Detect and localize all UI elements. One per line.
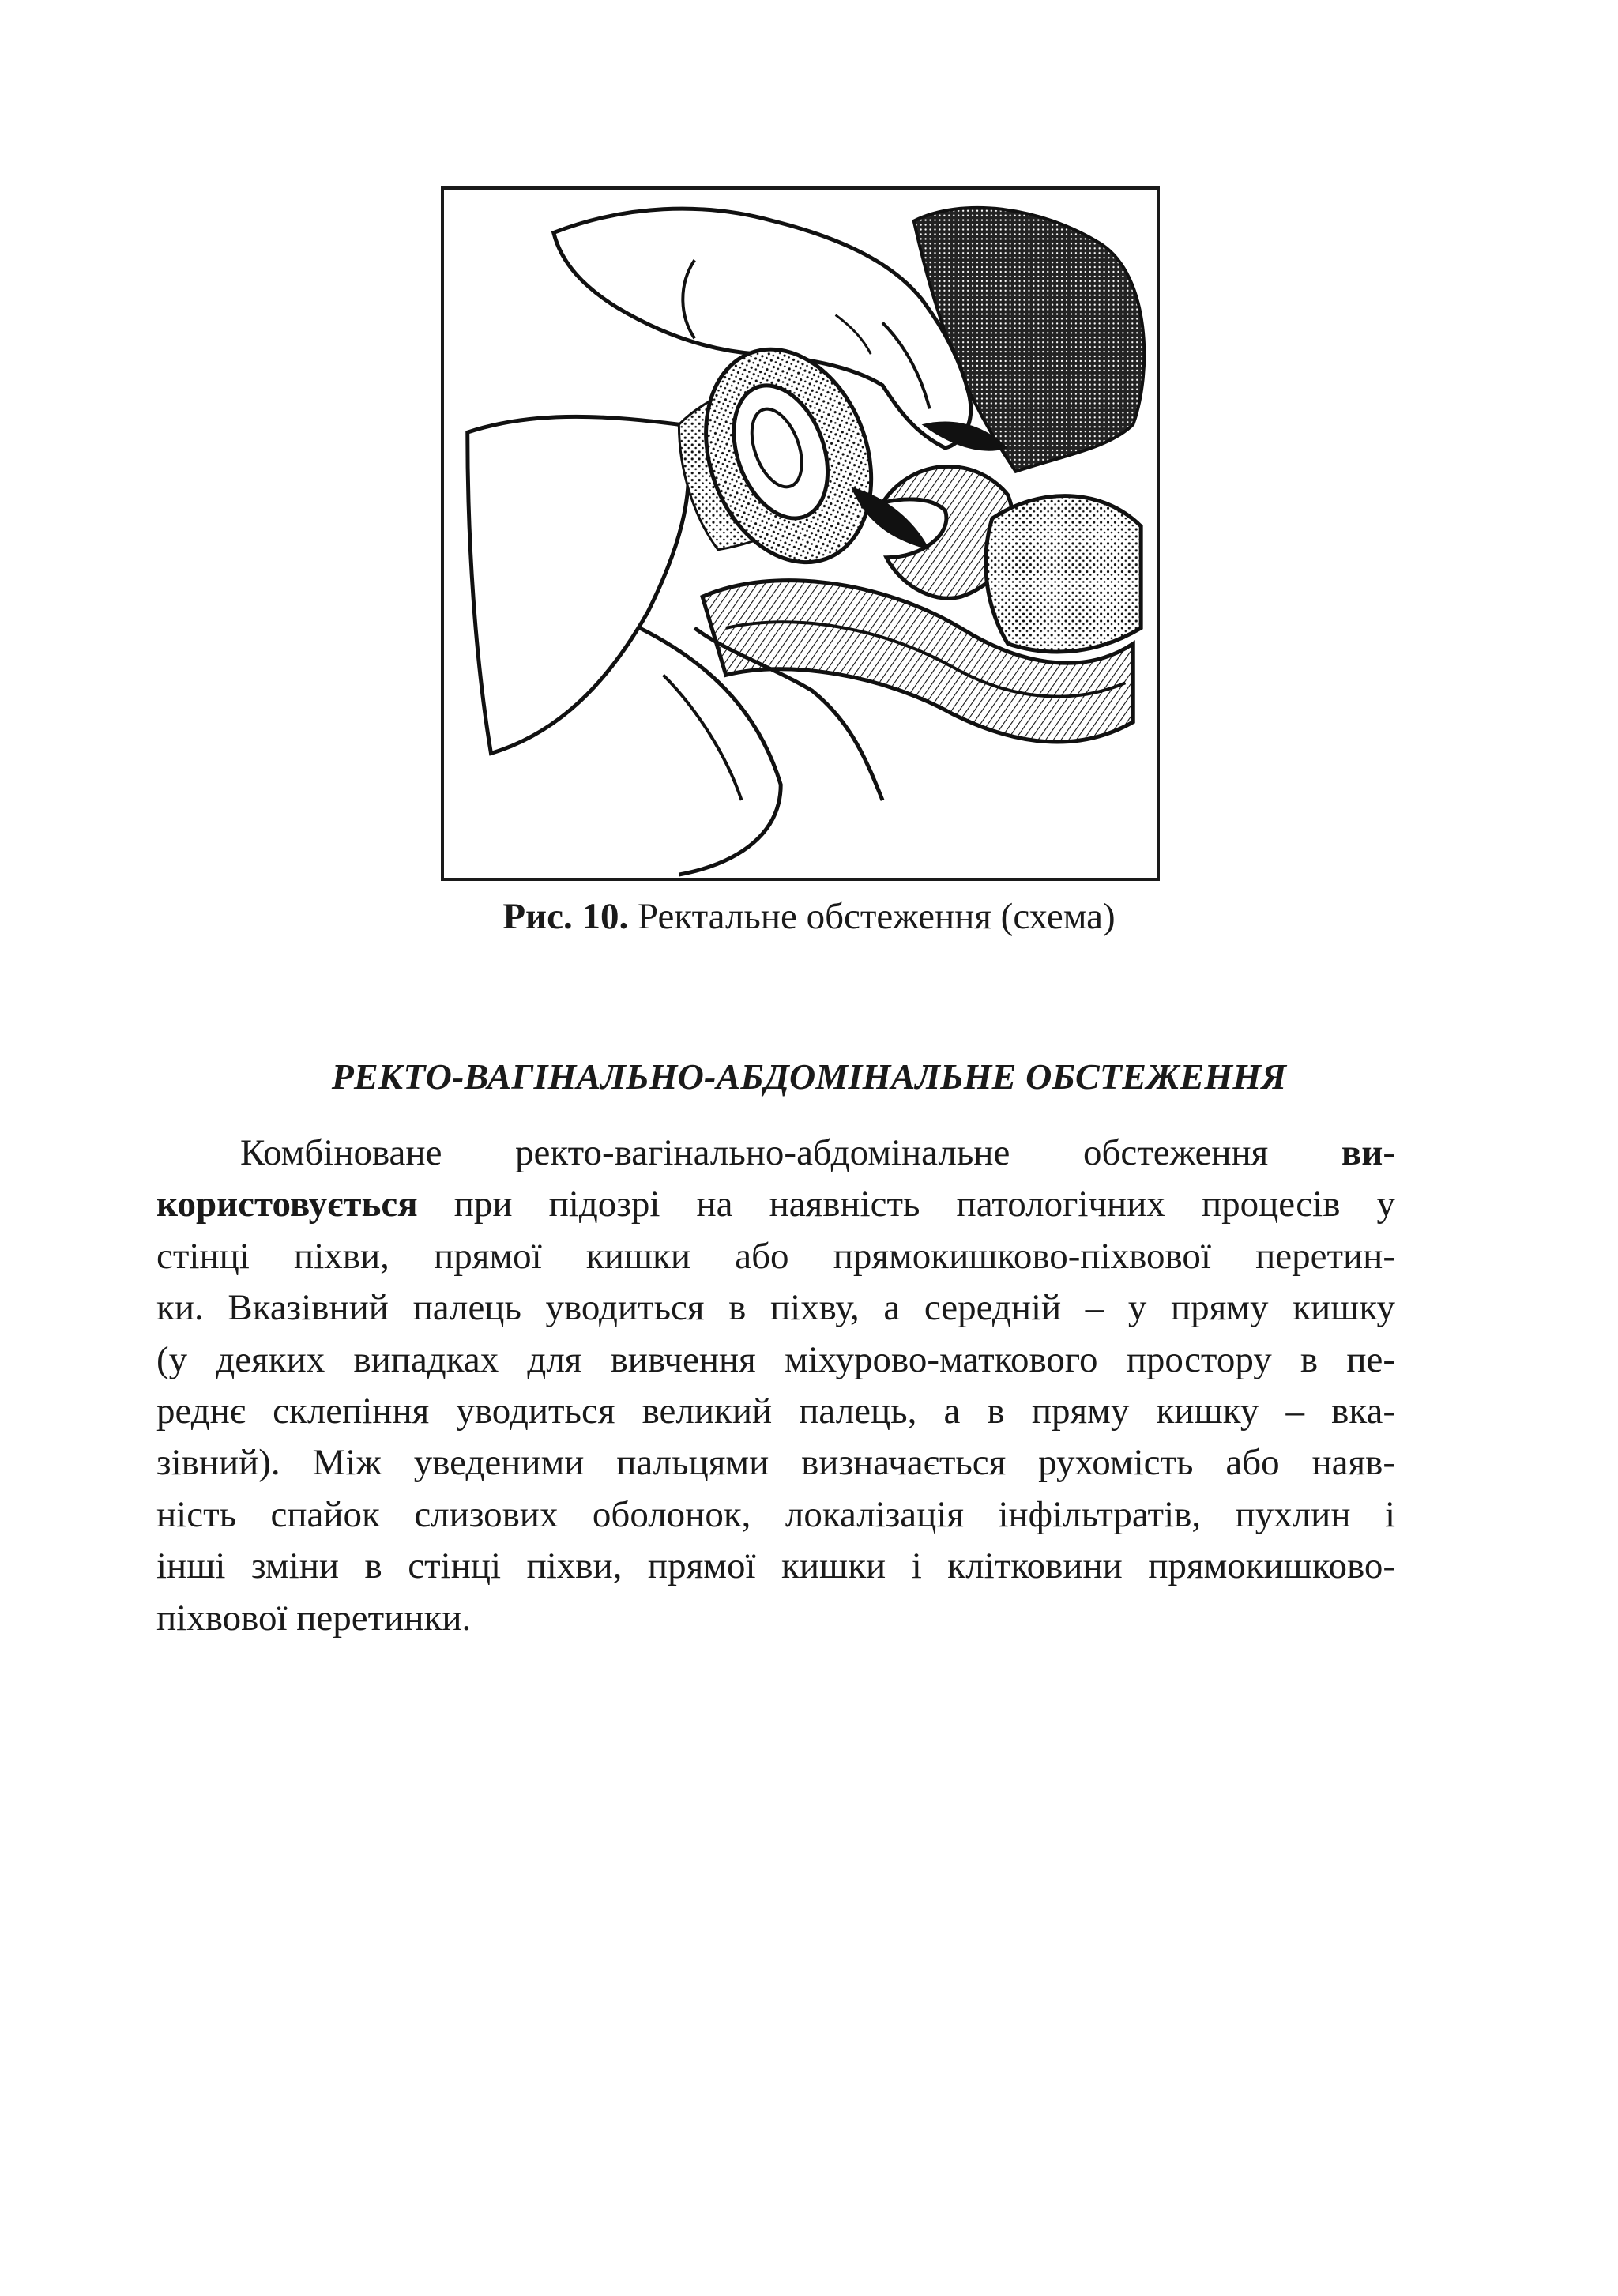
paragraph-line-3: стінці піхви, прямої кишки або прямокишково-піхвової перетин- (156, 1235, 1395, 1277)
figure-caption (0, 893, 1618, 940)
paragraph-line-5: (у деяких випадках для вивчення міхурово-маткового простору в пе- (156, 1338, 1395, 1380)
rectal-exam-illustration (444, 190, 1157, 878)
paragraph-line-10: піхвової перетинки. (156, 1597, 472, 1639)
paragraph-line-9: інші зміни в стінці піхви, прямої кишки і клітковини прямокишково- (156, 1545, 1395, 1587)
paragraph-line-1-bold: ви- (1341, 1132, 1395, 1173)
paragraph-line-6: реднє склепіння уводиться великий палець, а в пряму кишку – вка- (156, 1390, 1395, 1432)
paragraph-line-2-text: при підозрі на наявність патологічних процесів у (417, 1184, 1395, 1225)
paragraph-line-1-text: Комбіноване ректо-вагінально-абдомінальне обстеження (240, 1132, 1341, 1173)
section-heading: РЕКТО-ВАГІНАЛЬНО-АБДОМІНАЛЬНЕ ОБСТЕЖЕННЯ (331, 1056, 1287, 1097)
figure-caption-text: Ректальне обстеження (схема) (628, 896, 1116, 937)
figure-caption-label: Рис. 10. (502, 896, 629, 937)
paragraph-line-7: зівний). Між уведеними пальцями визначається рухомість або наяв- (156, 1442, 1395, 1484)
body-paragraph (156, 1127, 1395, 1644)
paragraph-line-8: ність спайок слизових оболонок, локалізація інфільтратів, пухлин і (156, 1493, 1395, 1535)
paragraph-line-4: ки. Вказівний палець уводиться в піхву, а середній – у пряму кишку (156, 1287, 1395, 1329)
paragraph-line-2-bold: користовується (156, 1184, 418, 1225)
paragraph-line-2 (156, 1179, 1395, 1230)
figure-illustration-frame (441, 186, 1160, 881)
paragraph-line-1 (156, 1127, 1395, 1179)
